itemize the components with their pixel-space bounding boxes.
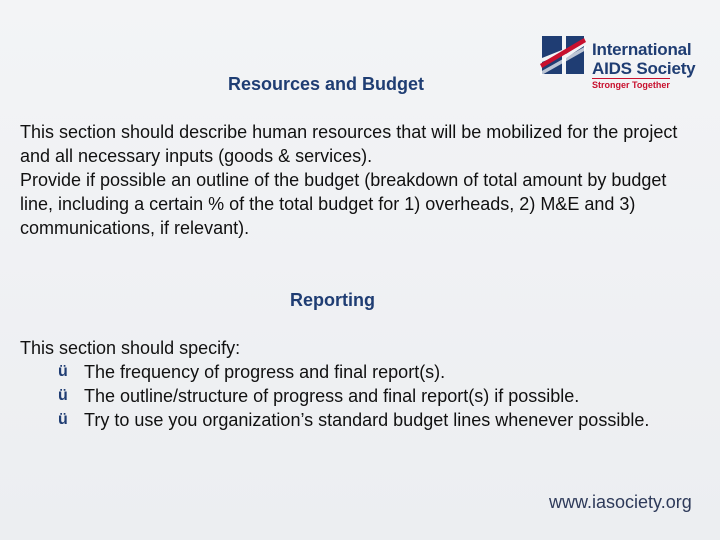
checklist-item — [20, 384, 680, 408]
reporting-intro: This section should specify: — [20, 338, 241, 358]
reporting-checklist — [20, 360, 680, 432]
checkmark-icon: ü — [58, 363, 68, 380]
checkmark-icon: ü — [58, 387, 68, 404]
checklist-item — [20, 408, 680, 432]
logo-text-line2: AIDS Society — [592, 59, 696, 78]
resources-paragraph-1: This section should describe human resources that will be mobilized for the project and all necessary inputs (goods & services). — [20, 122, 678, 166]
checklist-item-text: The outline/structure of progress and final report(s) if possible. — [84, 386, 580, 406]
ias-logo-mark-icon — [540, 32, 586, 78]
reporting-heading: Reporting — [290, 290, 375, 310]
ias-logo — [540, 32, 700, 92]
logo-tagline: Stronger Together — [592, 80, 670, 90]
checklist-item — [20, 360, 680, 384]
logo-text-line1: International — [592, 40, 692, 59]
checklist-item-text: Try to use you organization’s standard budget lines whenever possible. — [84, 410, 650, 430]
resources-paragraph-2: Provide if possible an outline of the budget (breakdown of total amount by budget line, including a certain % of the total budget for 1) overheads, 2) M&E and 3) communications, if relevant). — [20, 170, 667, 238]
checklist-item-text: The frequency of progress and final report(s). — [84, 362, 446, 382]
resources-heading: Resources and Budget — [228, 74, 425, 94]
website-url: www.iasociety.org — [549, 492, 692, 512]
checkmark-icon: ü — [58, 411, 68, 428]
logo-tagline-rule — [592, 78, 670, 79]
